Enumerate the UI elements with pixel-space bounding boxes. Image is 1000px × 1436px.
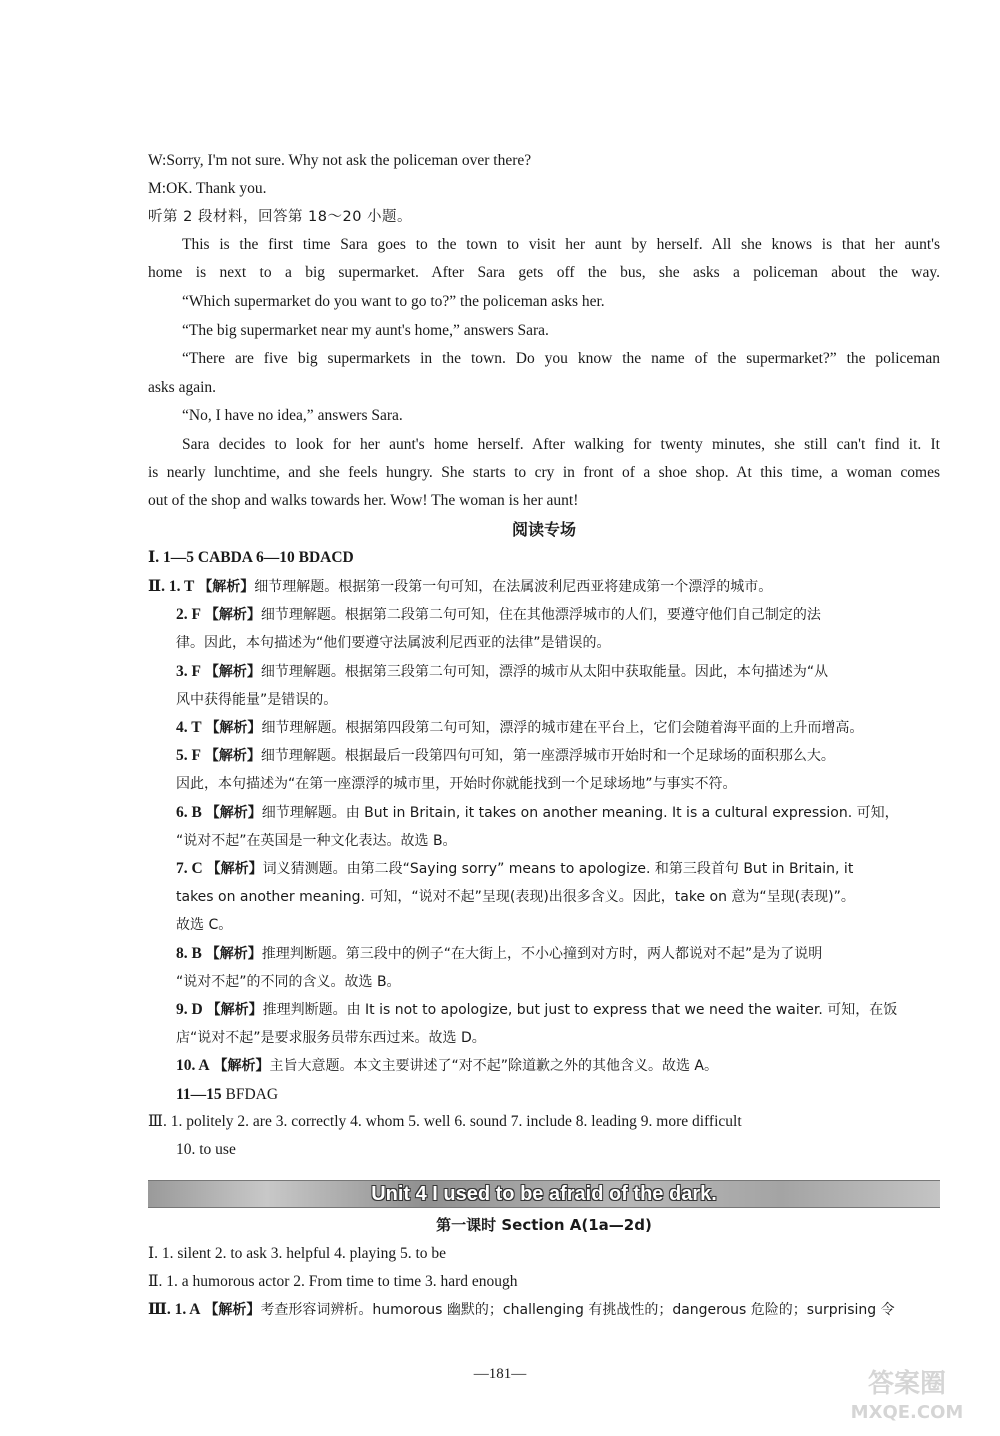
item-text: BFDAG [225, 1086, 279, 1103]
item-number: 4. T [176, 719, 202, 736]
reading-part2-item-8-line-2 [176, 971, 940, 993]
item-text: 主旨大意题。本文主要讲述了“对不起”除道歉之外的其他含义。故选 A。 [269, 1058, 719, 1074]
item-number: 2. F [176, 606, 201, 623]
unit-part3 [148, 1299, 940, 1321]
passage-line-6: asks again. [148, 379, 217, 396]
item-analysis-tag: 【解析】 [204, 664, 261, 680]
item-text: 律。因此，本句描述为“他们要遵守法属波利尼西亚的法律”是错误的。 [176, 635, 611, 651]
item-text: takes on another meaning. 可知，“说对不起”呈现(表现)出很多含义。因此，take on 意为“呈现(表现)”。 [176, 889, 855, 905]
item-analysis-tag: 【解析】 [206, 1002, 263, 1018]
reading-part2-item-6-line-2 [176, 830, 940, 852]
reading-part2-item-2-line-2 [176, 632, 940, 654]
dialogue-line-2: M:OK. Thank you. [148, 180, 267, 197]
passage-line-10: out of the shop and walks towards her. Wow! The woman is her aunt! [148, 492, 579, 509]
item-analysis-tag: 【解析】 [213, 1058, 270, 1074]
item-text: 故选 C。 [176, 917, 233, 933]
reading-part2-item-9-line-1 [176, 999, 940, 1021]
passage-line-7: “No, I have no idea,” answers Sara. [182, 407, 403, 424]
item-text: 店“说对不起”是要求服务员带东西过来。故选 D。 [176, 1030, 486, 1046]
item-analysis-tag: 【解析】 [204, 607, 261, 623]
item-number: 7. C [176, 860, 203, 877]
reading-part2-item-5-line-2 [176, 773, 940, 795]
item-number: Ⅱ. 1. T [148, 578, 195, 595]
reading-part2-item-10-line-1 [176, 1055, 940, 1077]
item-number: 3. F [176, 663, 201, 680]
reading-part2-item-7-line-1 [176, 858, 940, 880]
reading-part2-item-7-line-2 [176, 886, 940, 908]
reading-part2-item-8-line-1 [176, 943, 940, 965]
unit-part3-number: Ⅲ. 1. A [148, 1301, 201, 1318]
passage-line-2: home is next to a big supermarket. After Sara gets off the bus, she asks a policeman about the way. [148, 264, 940, 281]
unit-part3-text: 考查形容词辨析。humorous 幽默的；challenging 有挑战性的；dangerous 危险的；surprising 令 [260, 1302, 895, 1318]
item-number: 9. D [176, 1001, 203, 1018]
unit-part2: Ⅱ. 1. a humorous actor 2. From time to time 3. hard enough [148, 1273, 518, 1290]
passage-line-1: This is the first time Sara goes to the town to visit her aunt by herself. All she knows is that her aunt's [182, 236, 940, 253]
reading-part2-item-11-line-1 [176, 1084, 940, 1106]
item-analysis-tag: 【解析】 [198, 579, 255, 595]
reading-part2-item-2-line-1 [176, 604, 940, 626]
reading-part1: Ⅰ. 1—5 CABDA 6—10 BDACD [148, 549, 354, 566]
unit-banner-title: Unit 4 I used to be afraid of the dark. [371, 1183, 717, 1205]
item-number: 10. A [176, 1057, 210, 1074]
reading-part2-item-3-line-2 [176, 689, 940, 711]
item-number: 5. F [176, 747, 201, 764]
reading-part2-item-5-line-1 [176, 745, 940, 767]
unit-banner [148, 1180, 940, 1208]
reading-part2-item-3-line-1 [176, 661, 940, 683]
listening-instruction: 听第 2 段材料，回答第 18～20 小题。 [148, 209, 413, 225]
reading-part2-item-7-line-3 [176, 914, 940, 936]
item-text: 推理判断题。第三段中的例子“在大街上，不小心撞到对方时，两人都说对不起”是为了说明 [261, 946, 823, 962]
reading-part2-item-1-line-1 [148, 576, 940, 598]
reading-title: 阅读专场 [511, 520, 576, 539]
item-text: 细节理解题。根据第二段第二句可知，住在其他漂浮城市的人们，要遵守他们自己制定的法 [260, 607, 821, 623]
item-text: 细节理解题。根据最后一段第四句可知，第一座漂浮城市开始时和一个足球场的面积那么大。 [260, 748, 835, 764]
item-analysis-tag: 【解析】 [205, 946, 262, 962]
svg-text:答案圈: 答案圈 [867, 1369, 947, 1399]
reading-part2-item-9-line-2 [176, 1027, 940, 1049]
item-text: 因此，本句描述为“在第一座漂浮的城市里，开始时你就能找到一个足球场地”与事实不符。 [176, 776, 737, 792]
item-text: 词义猜测题。由第二段“Saying sorry” means to apologize. 和第三段首句 But in Britain, it [262, 861, 854, 877]
item-analysis-tag: 【解析】 [204, 748, 261, 764]
reading-part2-item-4-line-1 [176, 717, 940, 739]
svg-text:MXQE.COM: MXQE.COM [850, 1402, 964, 1423]
watermark-logo [832, 1362, 982, 1426]
passage-line-4: “The big supermarket near my aunt's home,” answers Sara. [182, 322, 549, 339]
item-text: 推理判断题。由 It is not to apologize, but just to express that we need the waiter. 可知，在饭 [262, 1002, 898, 1018]
item-number: 6. B [176, 804, 202, 821]
dialogue-line-1: W:Sorry, I'm not sure. Why not ask the policeman over there? [148, 152, 532, 169]
page-number: —181— [473, 1366, 527, 1382]
item-analysis-tag: 【解析】 [205, 805, 262, 821]
passage-line-8: Sara decides to look for her aunt's home herself. After walking for twenty minutes, she still can't find it. It [182, 436, 940, 453]
passage-line-9: is nearly lunchtime, and she feels hungry. She starts to cry in front of a shoe shop. At this time, a woman comes [148, 464, 940, 481]
reading-part3-line-2: 10. to use [176, 1141, 236, 1158]
item-analysis-tag: 【解析】 [206, 861, 263, 877]
item-text: “说对不起”的不同的含义。故选 B。 [176, 974, 401, 990]
reading-part2-item-6-line-1 [176, 802, 940, 824]
unit-part3-tag: 【解析】 [204, 1302, 261, 1318]
item-text: 细节理解题。根据第一段第一句可知，在法属波利尼西亚将建成第一个漂浮的城市。 [254, 579, 773, 595]
unit-part1: Ⅰ. 1. silent 2. to ask 3. helpful 4. playing 5. to be [148, 1245, 447, 1262]
item-text: 风中获得能量”是错误的。 [176, 692, 338, 708]
item-text: “说对不起”在英国是一种文化表达。故选 B。 [176, 833, 457, 849]
item-number: 8. B [176, 945, 202, 962]
lesson-title: 第一课时 Section A(1a—2d) [436, 1216, 652, 1234]
item-text: 细节理解题。根据第四段第二句可知，漂浮的城市建在平台上，它们会随着海平面的上升而增高。 [261, 720, 864, 736]
reading-part3-line-1: Ⅲ. 1. politely 2. are 3. correctly 4. whom 5. well 6. sound 7. include 8. leading 9. more difficult [148, 1113, 742, 1130]
item-number: 11—15 [176, 1086, 222, 1103]
item-text: 细节理解题。由 But in Britain, it takes on another meaning. It is a cultural expression. 可知， [261, 805, 899, 821]
item-text: 细节理解题。根据第三段第二句可知，漂浮的城市从太阳中获取能量。因此，本句描述为“从 [260, 664, 829, 680]
passage-line-5: “There are five big supermarkets in the town. Do you know the name of the supermarket?” the policeman [182, 350, 940, 367]
passage-line-3: “Which supermarket do you want to go to?” the policeman asks her. [182, 293, 605, 310]
item-analysis-tag: 【解析】 [205, 720, 262, 736]
